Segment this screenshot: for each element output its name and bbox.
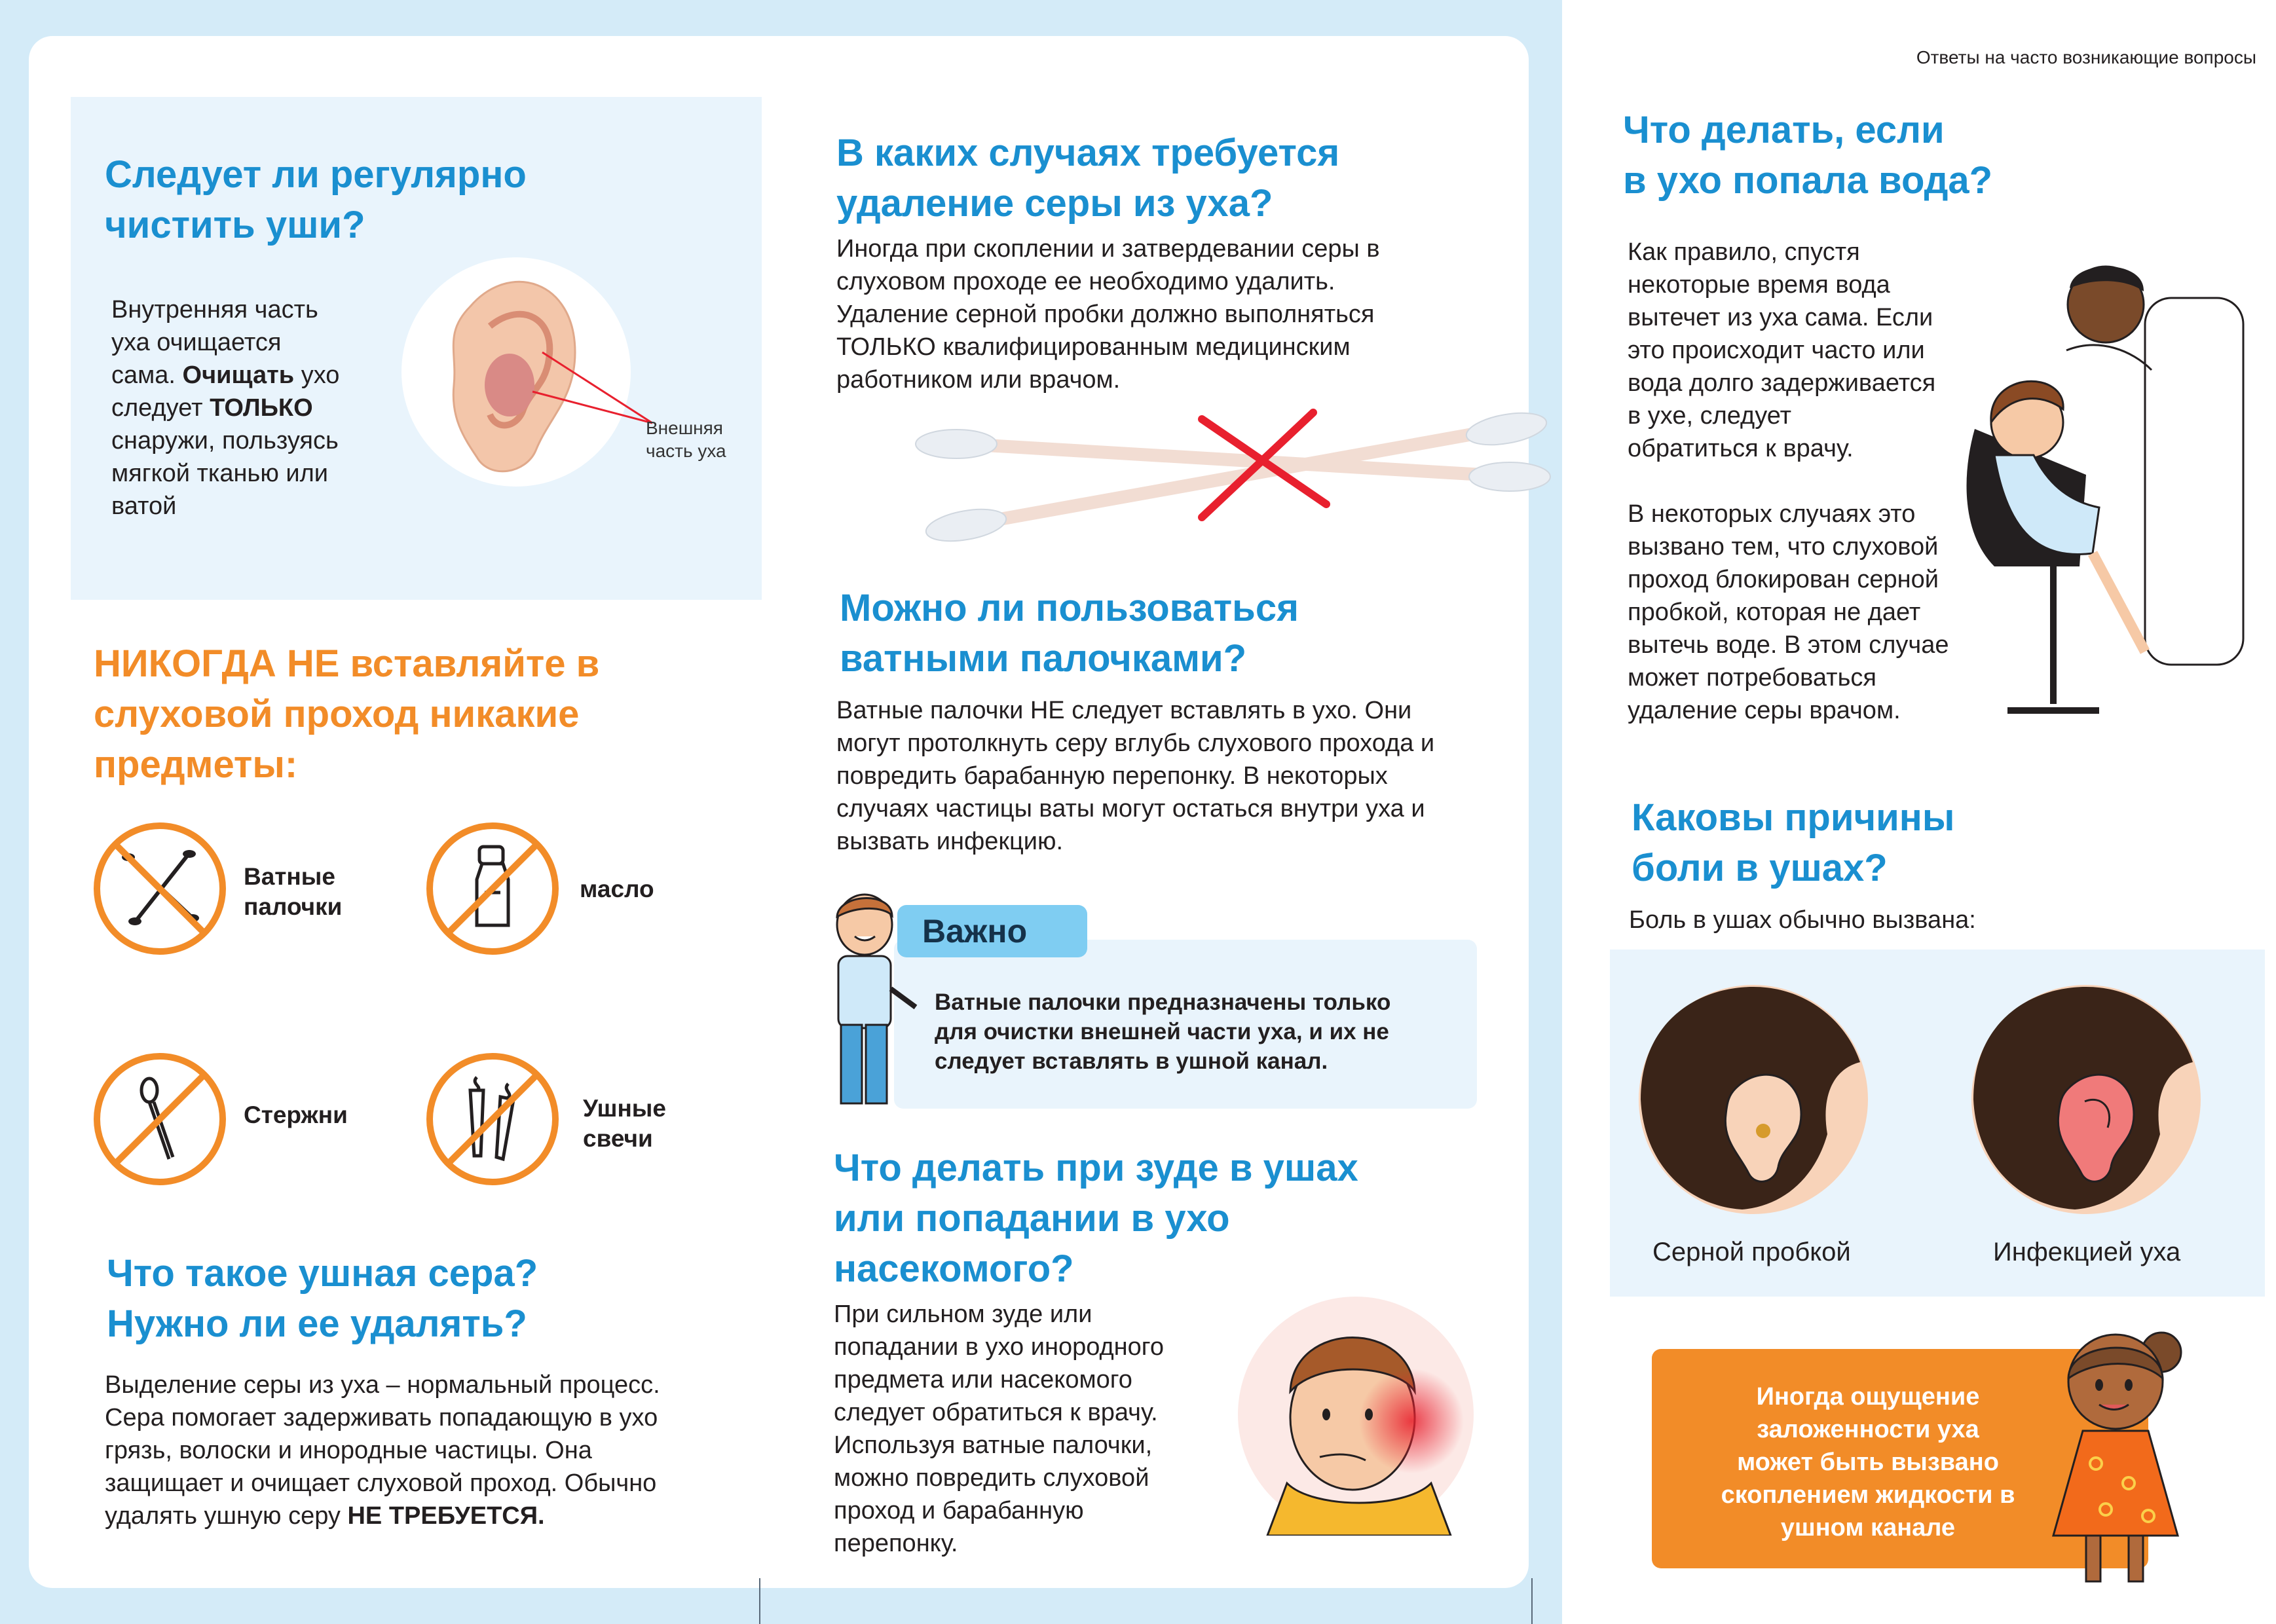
cause-earwax-label: Серной пробкой xyxy=(1652,1238,1851,1266)
wax-title: Что такое ушная сера? Нужно ли ее удалять? xyxy=(107,1252,538,1345)
itch-title: Что делать при зуде в ушах или попадании в ухо насекомого? xyxy=(834,1147,1358,1290)
pain-intro: Боль в ушах обычно вызвана: xyxy=(1629,906,1976,934)
crossed-cotton-swabs-illustration xyxy=(907,399,1569,570)
pain-causes-box xyxy=(1610,950,2265,1297)
never-item-swabs-label: Ватные палочки xyxy=(244,863,343,920)
fluid-note-text: Иногда ощущение заложенности уха может быть вызвано скоплением жидкости в ушном канале xyxy=(1721,1383,2015,1541)
outer-ear-label: Внешняя часть уха xyxy=(646,418,726,461)
oil-prohibited-icon xyxy=(424,821,561,957)
itchy-ear-boy-illustration xyxy=(1235,1293,1477,1536)
itch-text: При сильном зуде или попадании в ухо инородного предмета или насекомого следует обратиться к врачу. Используя ватные палочки, можно повредить слуховой проход и барабанную перепонку. xyxy=(834,1301,1164,1557)
pain-title: Каковы причины боли в ушах? xyxy=(1632,796,1955,889)
fold-line xyxy=(1531,1578,1533,1624)
important-text: Ватные палочки предназначены только для очистки внешней части уха, и их не следует вставлять в ушной канал. xyxy=(935,989,1391,1074)
boy-illustration xyxy=(819,891,923,1113)
wax-text: Выделение серы из уха – нормальный процесс. Сера помогает задерживать попадающую в ухо грязь, волоски и инородные частицы. Она защищает и очищает слуховой проход. Обычно удалять ушную серу НЕ ТРЕБУЕТСЯ. xyxy=(105,1371,660,1530)
cleaning-text: Внутренняя часть уха очищается сама. Очищать ухо следует ТОЛЬКО снаружи, пользуясь мягкой тканью или ватой xyxy=(111,296,340,520)
cleaning-title: Следует ли регулярно чистить уши? xyxy=(105,153,527,246)
water-text-2: В некоторых случаях это вызвано тем, что слуховой проход блокирован серной пробкой, которая не дает вытечь воде. В этом случае может потребоваться удаление серы врачом. xyxy=(1628,500,1949,724)
girl-illustration xyxy=(2043,1320,2194,1598)
running-title: Ответы на часто возникающие вопросы xyxy=(1916,47,2256,67)
removal-text: Иногда при скоплении и затвердевании серы в слуховом проходе ее необходимо удалить. Удаление серной пробки должно выполняться ТОЛЬКО квалифицированным медицинским работником или врачом. xyxy=(836,235,1380,394)
never-item-oil-label: масло xyxy=(580,876,654,902)
removal-title: В каких случаях требуется удаление серы из уха? xyxy=(836,132,1340,225)
important-tag: Важно xyxy=(897,905,1087,957)
cause-infection-label: Инфекцией уха xyxy=(1993,1238,2181,1266)
swabs-text: Ватные палочки НЕ следует вставлять в ухо. Они могут протолкнуть серу вглубь слухового прохода и повредить барабанную перепонку. В некоторых случаях частицы ваты могут остаться внутри уха и вызвать инфекцию. xyxy=(836,697,1435,855)
doctor-examining-patient-illustration xyxy=(1935,259,2269,730)
ear-candles-prohibited-icon xyxy=(424,1051,561,1187)
cotton-swabs-prohibited-icon xyxy=(92,821,228,957)
ear-infection-illustration xyxy=(1970,984,2203,1216)
never-item-rods-label: Стержни xyxy=(244,1101,348,1128)
never-title: НИКОГДА НЕ вставляйте в слуховой проход никакие предметы: xyxy=(94,642,600,786)
outer-ear-illustration xyxy=(398,254,673,503)
rods-prohibited-icon xyxy=(92,1051,228,1187)
swabs-title: Можно ли пользоваться ватными палочками? xyxy=(840,587,1299,680)
fold-line xyxy=(759,1578,760,1624)
water-title: Что делать, если в ухо попала вода? xyxy=(1623,109,1993,202)
earwax-plug-illustration xyxy=(1637,984,1870,1216)
never-item-candles-label: Ушные свечи xyxy=(583,1095,666,1152)
water-text-1: Как правило, спустя некоторые время вода вытечет из уха сама. Если это происходит часто или вода долго задерживается в ухе, следует обратиться к врачу. xyxy=(1628,238,1936,462)
cleaning-box xyxy=(71,97,762,600)
